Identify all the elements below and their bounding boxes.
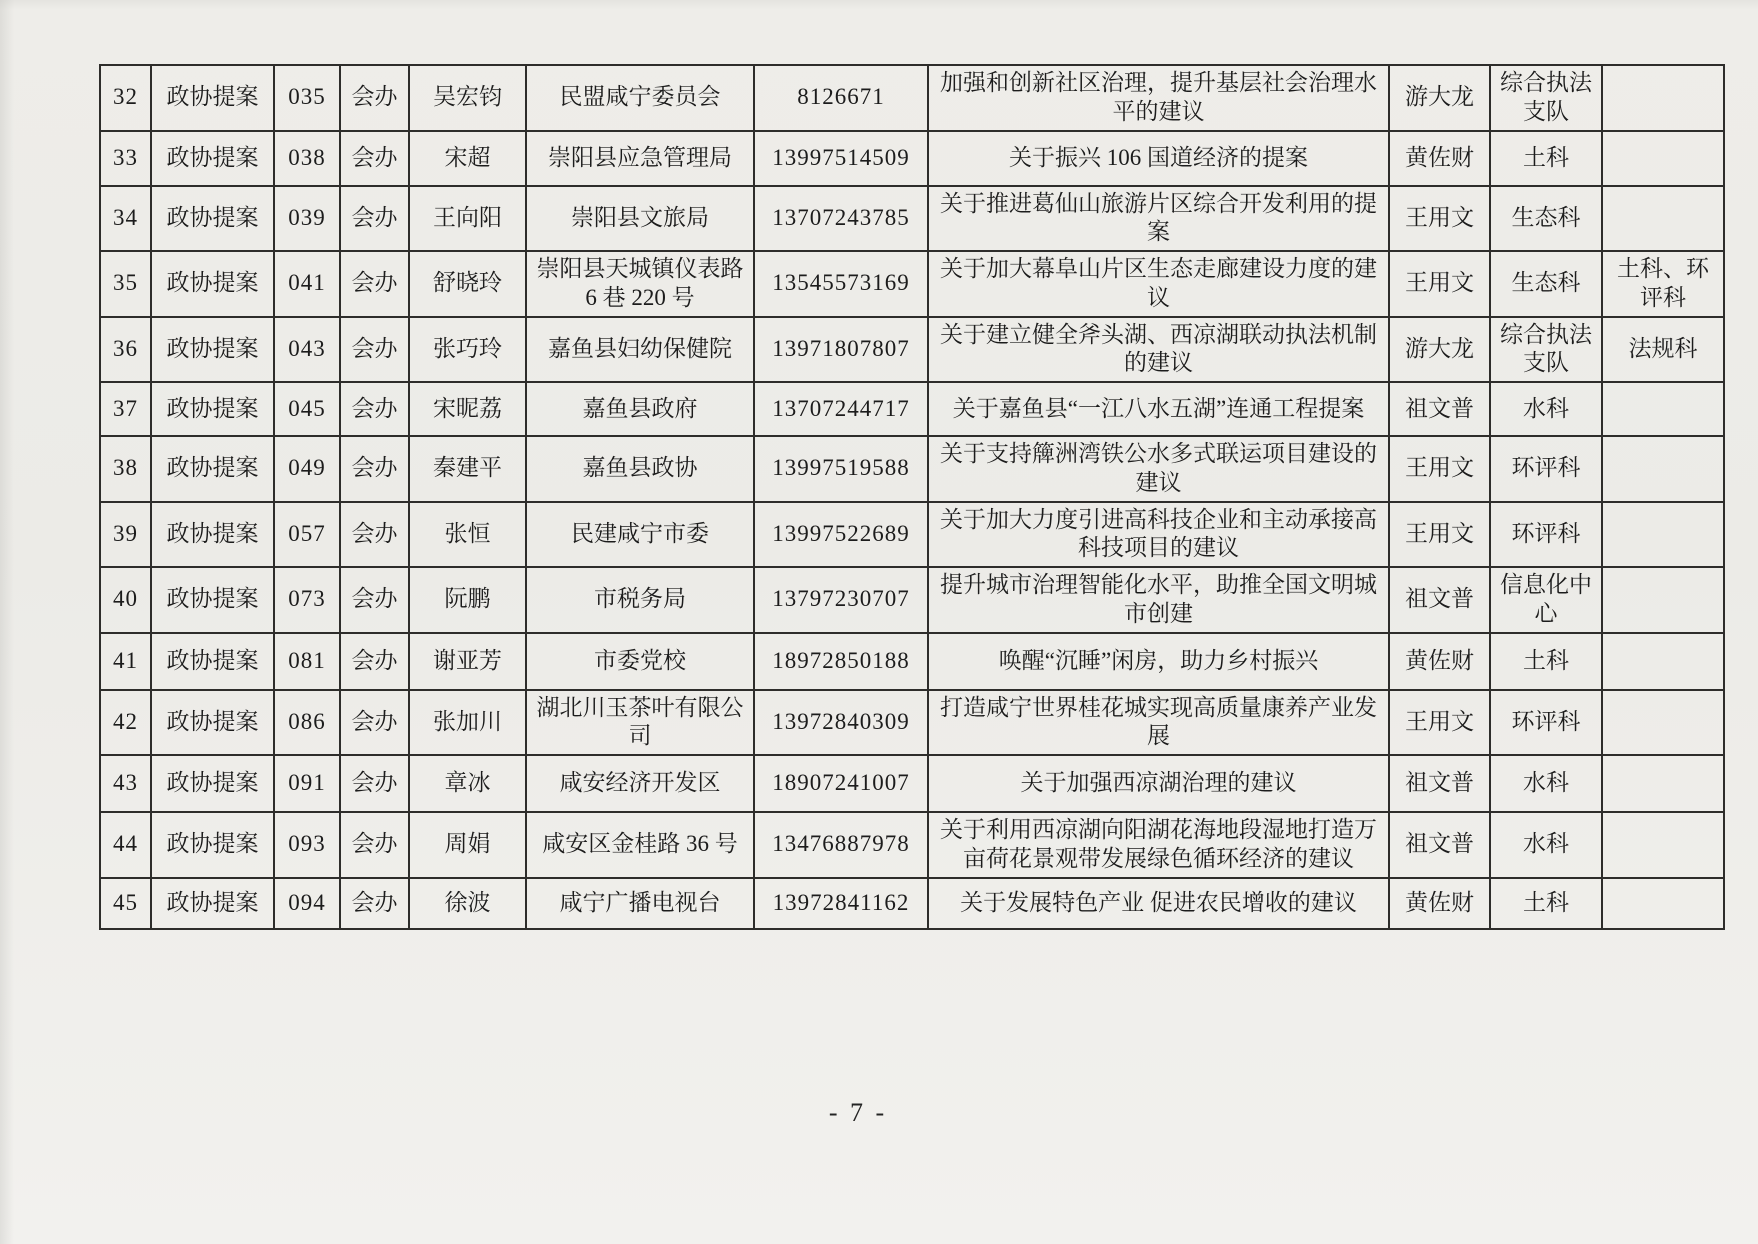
cell-department: 水科 (1490, 755, 1602, 812)
cell-method: 会办 (340, 502, 409, 568)
cell-department: 生态科 (1490, 186, 1602, 252)
cell-no: 41 (100, 633, 151, 690)
cell-assisting (1602, 502, 1724, 568)
cell-assisting (1602, 436, 1724, 502)
cell-no: 35 (100, 251, 151, 317)
cell-category: 政协提案 (151, 65, 274, 131)
cell-unit: 民盟咸宁委员会 (526, 65, 754, 131)
cell-department: 综合执法支队 (1490, 317, 1602, 383)
cell-category: 政协提案 (151, 317, 274, 383)
cell-phone: 13476887978 (754, 812, 928, 878)
table-row (100, 690, 1724, 756)
cell-department: 信息化中心 (1490, 567, 1602, 633)
cell-leader: 王用文 (1389, 502, 1490, 568)
cell-no: 33 (100, 131, 151, 186)
cell-leader: 王用文 (1389, 251, 1490, 317)
cell-department: 土科 (1490, 633, 1602, 690)
cell-department: 水科 (1490, 382, 1602, 436)
cell-code: 043 (274, 317, 340, 383)
proposals-table (99, 64, 1725, 930)
cell-code: 041 (274, 251, 340, 317)
cell-phone: 18972850188 (754, 633, 928, 690)
cell-phone: 13997514509 (754, 131, 928, 186)
table-row (100, 812, 1724, 878)
cell-phone: 13997519588 (754, 436, 928, 502)
cell-method: 会办 (340, 186, 409, 252)
cell-phone: 13707243785 (754, 186, 928, 252)
table-row (100, 65, 1724, 131)
cell-title: 关于建立健全斧头湖、西凉湖联动执法机制的建议 (928, 317, 1389, 383)
cell-unit: 嘉鱼县妇幼保健院 (526, 317, 754, 383)
cell-category: 政协提案 (151, 131, 274, 186)
cell-code: 035 (274, 65, 340, 131)
cell-code: 049 (274, 436, 340, 502)
table-row (100, 878, 1724, 929)
table-row (100, 251, 1724, 317)
table-row (100, 755, 1724, 812)
cell-code: 039 (274, 186, 340, 252)
cell-unit: 嘉鱼县政协 (526, 436, 754, 502)
cell-title: 关于利用西凉湖向阳湖花海地段湿地打造万亩荷花景观带发展绿色循环经济的建议 (928, 812, 1389, 878)
cell-name: 吴宏钧 (409, 65, 526, 131)
cell-code: 038 (274, 131, 340, 186)
cell-unit: 湖北川玉茶叶有限公司 (526, 690, 754, 756)
cell-unit: 市税务局 (526, 567, 754, 633)
table-row (100, 502, 1724, 568)
cell-category: 政协提案 (151, 186, 274, 252)
cell-leader: 祖文普 (1389, 382, 1490, 436)
cell-name: 张加川 (409, 690, 526, 756)
cell-phone: 13997522689 (754, 502, 928, 568)
cell-department: 土科 (1490, 131, 1602, 186)
cell-name: 阮鹏 (409, 567, 526, 633)
cell-assisting: 法规科 (1602, 317, 1724, 383)
cell-name: 谢亚芳 (409, 633, 526, 690)
cell-method: 会办 (340, 878, 409, 929)
cell-phone: 8126671 (754, 65, 928, 131)
cell-title: 加强和创新社区治理，提升基层社会治理水平的建议 (928, 65, 1389, 131)
cell-name: 舒晓玲 (409, 251, 526, 317)
cell-leader: 王用文 (1389, 436, 1490, 502)
cell-phone: 13797230707 (754, 567, 928, 633)
table-row (100, 633, 1724, 690)
cell-assisting: 土科、环评科 (1602, 251, 1724, 317)
cell-title: 关于嘉鱼县“一江八水五湖”连通工程提案 (928, 382, 1389, 436)
cell-name: 王向阳 (409, 186, 526, 252)
cell-no: 39 (100, 502, 151, 568)
cell-method: 会办 (340, 65, 409, 131)
cell-method: 会办 (340, 633, 409, 690)
cell-code: 073 (274, 567, 340, 633)
cell-department: 土科 (1490, 878, 1602, 929)
cell-leader: 黄佐财 (1389, 878, 1490, 929)
table-row (100, 317, 1724, 383)
cell-unit: 咸宁广播电视台 (526, 878, 754, 929)
cell-leader: 黄佐财 (1389, 131, 1490, 186)
cell-code: 091 (274, 755, 340, 812)
cell-unit: 市委党校 (526, 633, 754, 690)
cell-no: 44 (100, 812, 151, 878)
cell-assisting (1602, 878, 1724, 929)
cell-code: 081 (274, 633, 340, 690)
cell-title: 关于发展特色产业 促进农民增收的建议 (928, 878, 1389, 929)
cell-no: 32 (100, 65, 151, 131)
table-row (100, 186, 1724, 252)
cell-no: 37 (100, 382, 151, 436)
cell-code: 093 (274, 812, 340, 878)
cell-no: 45 (100, 878, 151, 929)
cell-leader: 祖文普 (1389, 755, 1490, 812)
cell-category: 政协提案 (151, 633, 274, 690)
cell-code: 086 (274, 690, 340, 756)
cell-department: 水科 (1490, 812, 1602, 878)
cell-leader: 游大龙 (1389, 65, 1490, 131)
cell-name: 宋超 (409, 131, 526, 186)
cell-title: 关于加大力度引进高科技企业和主动承接高科技项目的建议 (928, 502, 1389, 568)
cell-method: 会办 (340, 131, 409, 186)
cell-code: 094 (274, 878, 340, 929)
cell-name: 张恒 (409, 502, 526, 568)
cell-category: 政协提案 (151, 382, 274, 436)
cell-department: 生态科 (1490, 251, 1602, 317)
cell-title: 唤醒“沉睡”闲房，助力乡村振兴 (928, 633, 1389, 690)
cell-unit: 嘉鱼县政府 (526, 382, 754, 436)
cell-method: 会办 (340, 755, 409, 812)
cell-method: 会办 (340, 812, 409, 878)
cell-phone: 13545573169 (754, 251, 928, 317)
cell-department: 环评科 (1490, 502, 1602, 568)
cell-unit: 民建咸宁市委 (526, 502, 754, 568)
cell-department: 环评科 (1490, 436, 1602, 502)
cell-name: 宋昵荔 (409, 382, 526, 436)
cell-category: 政协提案 (151, 755, 274, 812)
cell-category: 政协提案 (151, 251, 274, 317)
cell-title: 提升城市治理智能化水平，助推全国文明城市创建 (928, 567, 1389, 633)
table-row (100, 131, 1724, 186)
cell-method: 会办 (340, 382, 409, 436)
cell-category: 政协提案 (151, 436, 274, 502)
cell-title: 关于推进葛仙山旅游片区综合开发利用的提案 (928, 186, 1389, 252)
cell-method: 会办 (340, 317, 409, 383)
cell-assisting (1602, 812, 1724, 878)
proposals-table-body (100, 65, 1724, 929)
page-number: - 7 - (828, 1098, 888, 1127)
cell-category: 政协提案 (151, 567, 274, 633)
cell-title: 关于加大幕阜山片区生态走廊建设力度的建议 (928, 251, 1389, 317)
cell-method: 会办 (340, 436, 409, 502)
cell-no: 40 (100, 567, 151, 633)
table-row (100, 382, 1724, 436)
cell-no: 36 (100, 317, 151, 383)
cell-unit: 咸安区金桂路 36 号 (526, 812, 754, 878)
cell-title: 关于支持簰洲湾铁公水多式联运项目建设的建议 (928, 436, 1389, 502)
cell-title: 打造咸宁世界桂花城实现高质量康养产业发展 (928, 690, 1389, 756)
cell-no: 42 (100, 690, 151, 756)
cell-assisting (1602, 186, 1724, 252)
table-row (100, 436, 1724, 502)
cell-assisting (1602, 633, 1724, 690)
cell-leader: 游大龙 (1389, 317, 1490, 383)
cell-department: 环评科 (1490, 690, 1602, 756)
cell-leader: 王用文 (1389, 186, 1490, 252)
cell-name: 章冰 (409, 755, 526, 812)
cell-name: 周娟 (409, 812, 526, 878)
cell-unit: 崇阳县应急管理局 (526, 131, 754, 186)
cell-unit: 咸安经济开发区 (526, 755, 754, 812)
cell-leader: 祖文普 (1389, 567, 1490, 633)
cell-assisting (1602, 690, 1724, 756)
cell-assisting (1602, 755, 1724, 812)
cell-leader: 祖文普 (1389, 812, 1490, 878)
cell-phone: 13707244717 (754, 382, 928, 436)
cell-no: 34 (100, 186, 151, 252)
cell-title: 关于振兴 106 国道经济的提案 (928, 131, 1389, 186)
cell-unit: 崇阳县天城镇仪表路 6 巷 220 号 (526, 251, 754, 317)
cell-category: 政协提案 (151, 812, 274, 878)
cell-assisting (1602, 131, 1724, 186)
cell-category: 政协提案 (151, 878, 274, 929)
cell-phone: 18907241007 (754, 755, 928, 812)
cell-category: 政协提案 (151, 502, 274, 568)
cell-method: 会办 (340, 567, 409, 633)
cell-name: 秦建平 (409, 436, 526, 502)
cell-assisting (1602, 567, 1724, 633)
cell-name: 徐波 (409, 878, 526, 929)
cell-leader: 王用文 (1389, 690, 1490, 756)
cell-phone: 13972841162 (754, 878, 928, 929)
cell-title: 关于加强西凉湖治理的建议 (928, 755, 1389, 812)
table-row (100, 567, 1724, 633)
cell-category: 政协提案 (151, 690, 274, 756)
cell-leader: 黄佐财 (1389, 633, 1490, 690)
cell-method: 会办 (340, 690, 409, 756)
cell-assisting (1602, 382, 1724, 436)
cell-phone: 13972840309 (754, 690, 928, 756)
cell-phone: 13971807807 (754, 317, 928, 383)
cell-no: 43 (100, 755, 151, 812)
cell-code: 057 (274, 502, 340, 568)
cell-department: 综合执法支队 (1490, 65, 1602, 131)
cell-name: 张巧玲 (409, 317, 526, 383)
cell-unit: 崇阳县文旅局 (526, 186, 754, 252)
cell-method: 会办 (340, 251, 409, 317)
cell-assisting (1602, 65, 1724, 131)
cell-code: 045 (274, 382, 340, 436)
cell-no: 38 (100, 436, 151, 502)
